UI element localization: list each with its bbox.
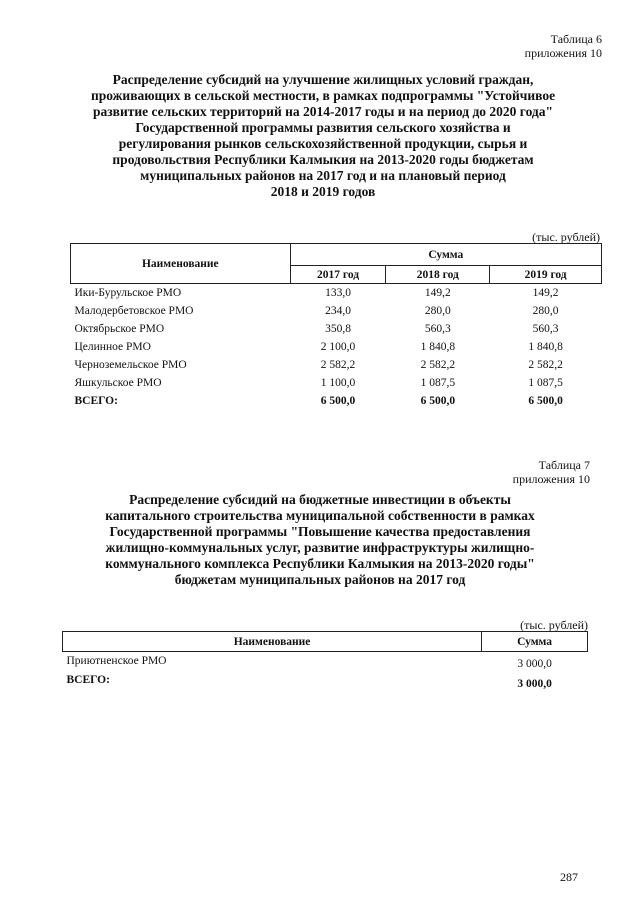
value-2017: 1 100,0 [320,377,356,389]
value-2018: 1 087,5 [420,377,456,389]
value-2019: 2 582,2 [528,359,563,371]
title-line: 2018 и 2019 годов [270,184,376,199]
table6-units: (тыс. рублей) [532,230,600,244]
title-line: продовольствия Республики Калмыкия на 2013-2020 годы бюджетам [112,152,534,167]
table-row [71,302,602,320]
total-2017: 6 500,0 [320,395,356,407]
table6-reference [440,32,602,60]
title-line: проживающих в сельской местности, в рамках подпрограммы "Устойчивое [90,88,556,103]
table6-appendix: приложения 10 [524,46,602,60]
table7-number: Таблица 7 [538,458,590,472]
table-row [63,652,588,671]
value-2017: 2 582,2 [320,359,356,371]
table7-units: (тыс. рублей) [520,618,588,632]
value-2018: 149,2 [424,287,451,299]
title-line: Государственной программы "Повышение качества предоставления [109,524,531,539]
value-2017: 133,0 [325,287,351,299]
table-row [71,374,602,392]
title-line: коммунального комплекса Республики Калмыкия на 2013-2020 годы" [105,556,535,571]
value-2017: 234,0 [325,305,351,317]
value-2019: 1 087,5 [528,377,563,389]
table-row [71,338,602,356]
value-2018: 560,3 [424,323,451,335]
total-label: ВСЕГО: [66,674,110,686]
column-header-sum: Сумма [290,244,601,266]
value-2018: 1 840,8 [420,341,456,353]
page-number: 287 [560,870,578,884]
table7-appendix: приложения 10 [512,472,590,486]
title-line: Распределение субсидий на бюджетные инвестиции в объекты [129,492,511,507]
title-line: регулирования рынков сельскохозяйственной продукции, сырья и [118,136,528,151]
value-2019: 560,3 [532,323,559,335]
title-line: муниципальных районов на 2017 год и на плановый период [140,168,506,183]
column-header-2018: 2018 год [386,266,490,284]
table7-reference [430,458,590,486]
row-name: Приютненское РМО [66,655,167,667]
title-line: Государственной программы развития сельского хозяйства и [135,120,511,135]
title-line: Распределение субсидий на улучшение жилищных условий граждан, [112,72,534,87]
value-2017: 350,8 [325,323,351,335]
column-header-2019: 2019 год [490,266,602,284]
table-row [71,356,602,374]
column-header-sum: Сумма [482,632,588,652]
value-2019: 280,0 [532,305,559,317]
value-2018: 2 582,2 [420,359,456,371]
value-2019: 1 840,8 [528,341,563,353]
table-row [71,284,602,303]
title-line: бюджетам муниципальных районов на 2017 год [174,572,466,587]
row-name: Ики-Бурульское РМО [74,287,182,299]
total-row [63,670,588,690]
total-2018: 6 500,0 [420,395,456,407]
total-2019: 6 500,0 [528,395,563,407]
table7 [62,631,588,690]
value-2018: 280,0 [424,305,451,317]
title-line: капитального строительства муниципальной собственности в рамках [105,508,535,523]
column-header-name: Наименование [71,244,291,284]
total-row [71,392,602,410]
title-line: развитие сельских территорий на 2014-2017 годы и на период до 2020 года" [92,104,554,119]
row-name: Черноземельское РМО [74,359,187,371]
table6-title [58,72,588,200]
column-header-name: Наименование [63,632,482,652]
title-line: жилищно-коммунальных услуг, развитие инфраструктуры жилищно- [105,540,535,555]
total-value: 3 000,0 [517,678,552,690]
row-name: Целинное РМО [74,341,151,353]
row-name: Малодербетовское РМО [74,305,194,317]
table6 [70,243,602,410]
total-label: ВСЕГО: [74,395,118,407]
row-value: 3 000,0 [517,658,552,670]
column-header-2017: 2017 год [290,266,386,284]
row-name: Октябрьское РМО [74,323,165,335]
value-2017: 2 100,0 [320,341,356,353]
table7-title [60,492,580,588]
value-2019: 149,2 [532,287,559,299]
table6-number: Таблица 6 [550,32,602,46]
table-row [71,320,602,338]
row-name: Яшкульское РМО [74,377,162,389]
